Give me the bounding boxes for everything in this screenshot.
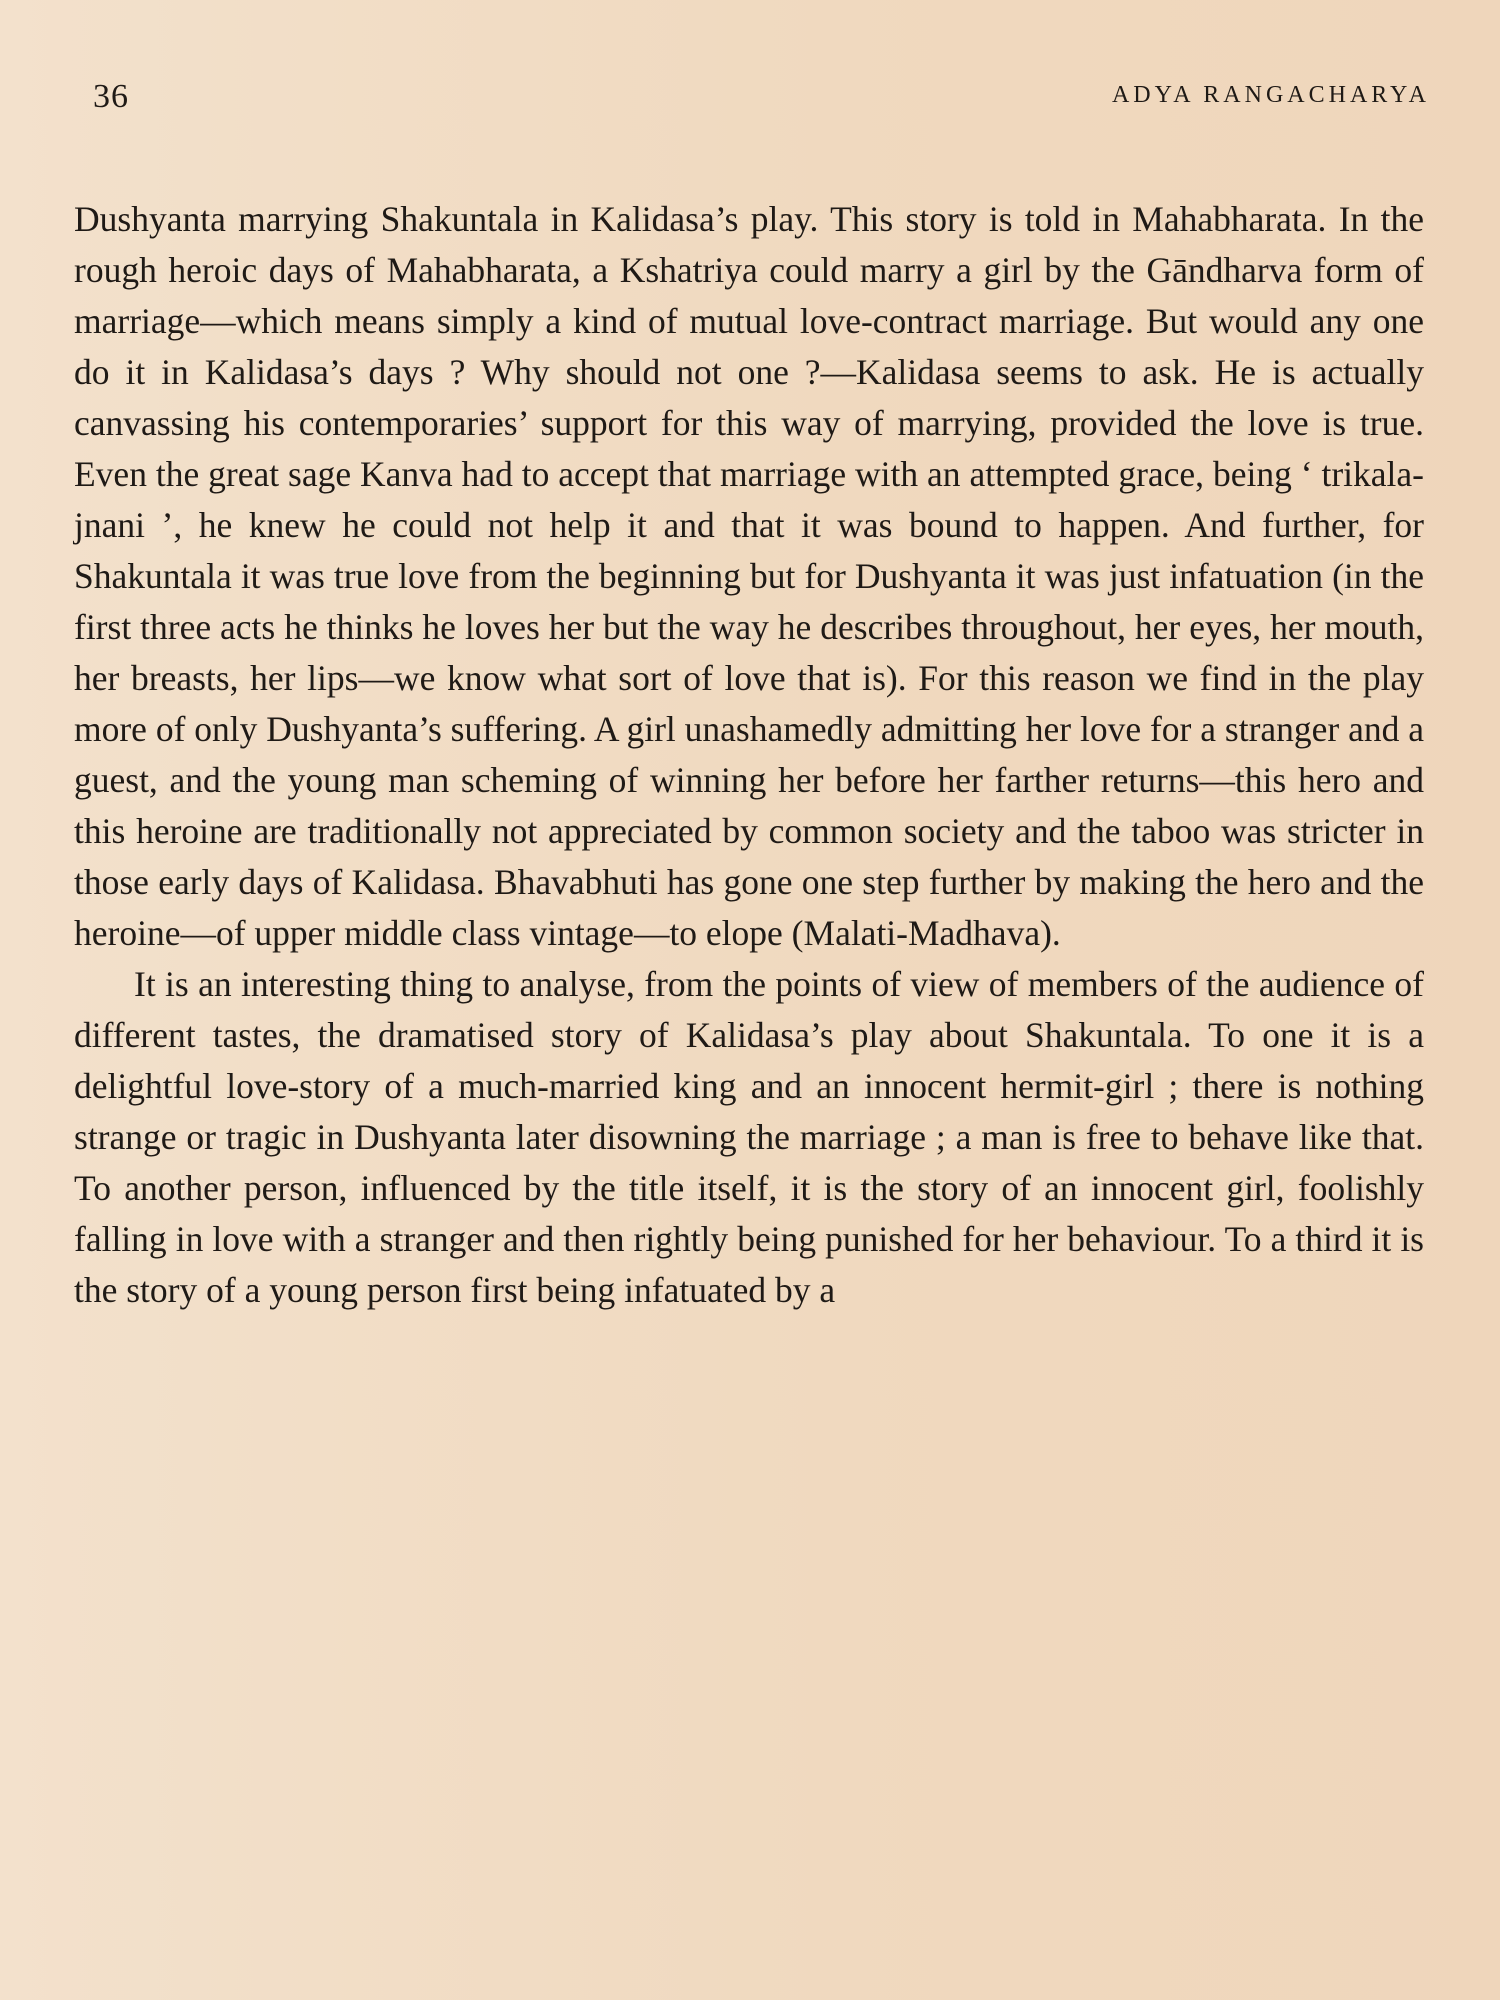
page-header — [93, 78, 1430, 118]
paragraph: Dushyanta marrying Shakuntala in Kalidasa’s play. This story is told in Mahabharata. In the rough heroic days of Mahabharata, a Kshatriya could marry a girl by the Gāndharva form of marriage—which means simply a kind of mutual love-contract marriage. But would any one do it in Kalidasa’s days ? Why should not one ?—Kalidasa seems to ask. He is actually canvassing his contemporaries’ support for this way of marrying, provided the love is true. Even the great sage Kanva had to accept that marriage with an attempted grace, being ‘ trikala-jnani ’, he knew he could not help it and that it was bound to happen. And further, for Shakuntala it was true love from the beginning but for Dushyanta it was just infatuation (in the first three acts he thinks he loves her but the way he describes throughout, her eyes, her mouth, her breasts, her lips—we know what sort of love that is). For this reason we find in the play more of only Dushyanta’s suffering. A girl unashamedly admitting her love for a stranger and a guest, and the young man scheming of winning her before her farther returns—this hero and this heroine are traditionally not appreciated by common society and the taboo was stricter in those early days of Kalidasa. Bhavabhuti has gone one step further by making the hero and the heroine—of upper middle class vintage—to elope (Malati-Madhava). — [74, 199, 1424, 953]
body-text — [74, 194, 1424, 1316]
paragraph: It is an interesting thing to analyse, from the points of view of members of the audience of different tastes, the dramatised story of Kalidasa’s play about Shakuntala. To one it is a delightful love-story of a much-married king and an innocent hermit-girl ; there is nothing strange or tragic in Dushyanta later disowning the marriage ; a man is free to behave like that. To another person, influenced by the title itself, it is the story of an innocent girl, foolishly falling in love with a stranger and then rightly being punished for her behaviour. To a third it is the story of a young person first being infatuated by a — [74, 964, 1424, 1310]
running-head: ADYA RANGACHARYA — [1111, 82, 1430, 108]
page-number: 36 — [93, 78, 129, 115]
